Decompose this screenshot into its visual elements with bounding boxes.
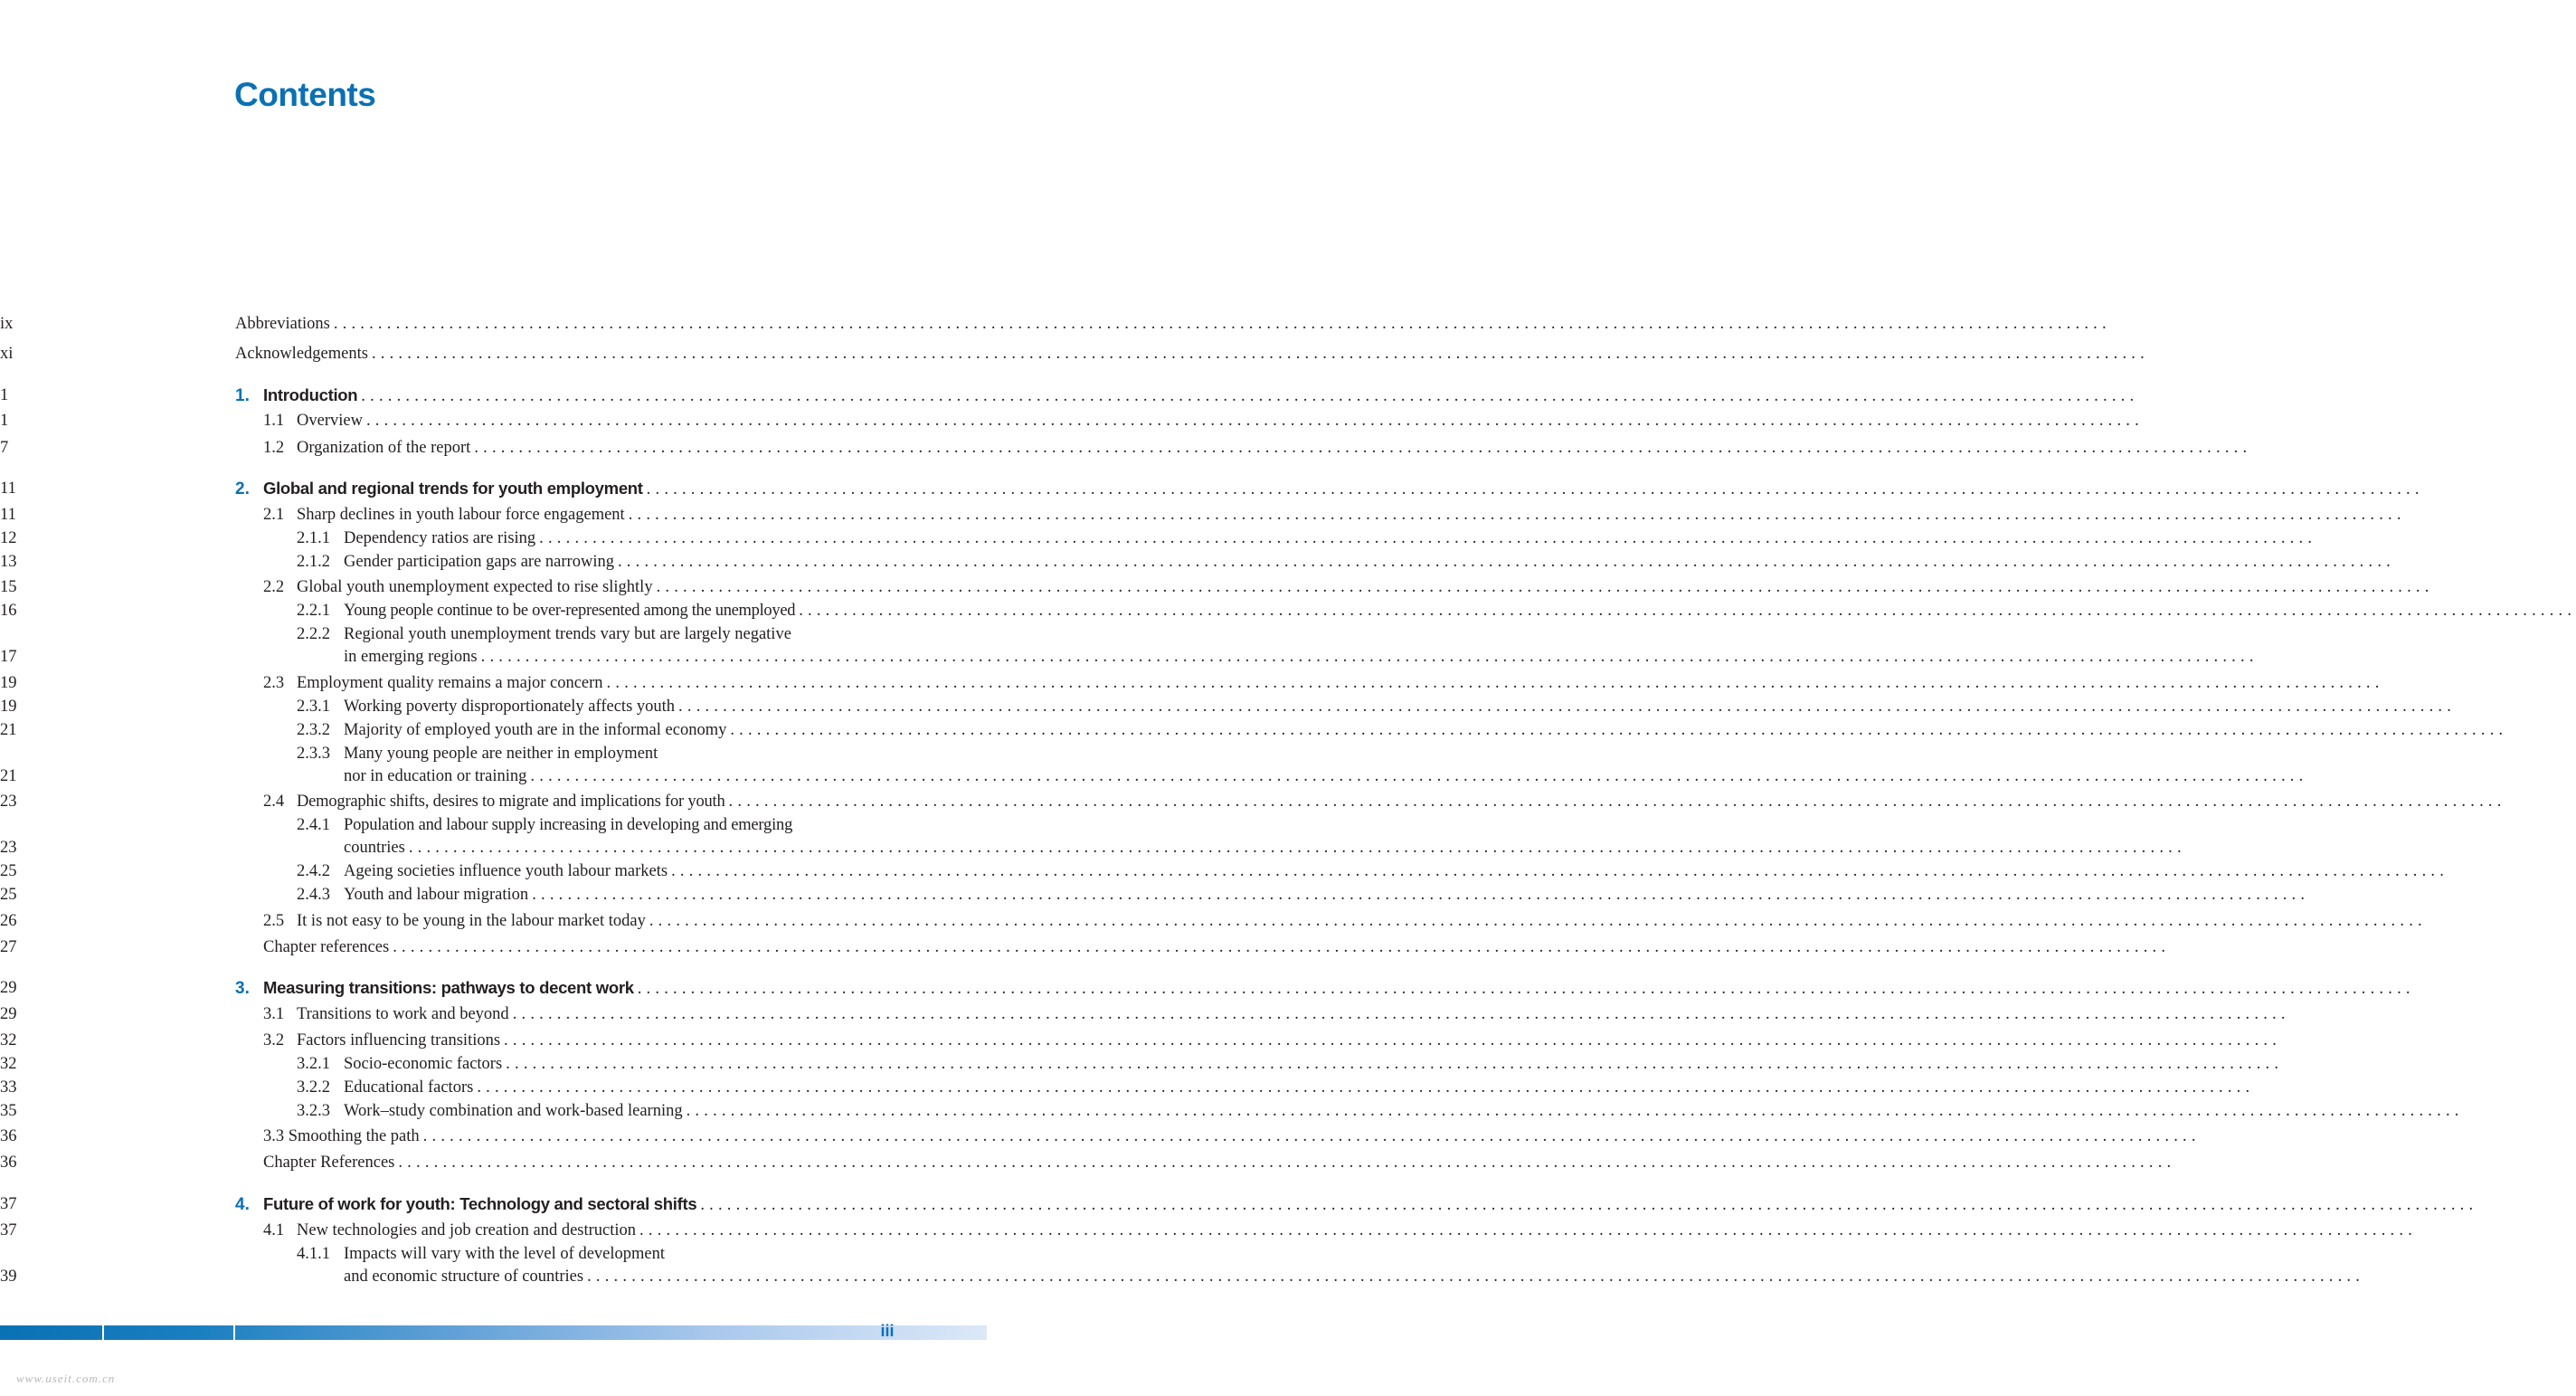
toc-entry-title: Chapter references [263, 938, 390, 956]
toc-entry-title: Transitions to work and beyond [297, 1005, 509, 1023]
leader-dots: ........................................................................................................................................................................................................ [606, 674, 2384, 692]
leader-dots: ........................................................................................................................................................................................................ [371, 345, 2149, 363]
toc-page-number: 16 [0, 602, 17, 620]
toc-page-number: 29 [0, 979, 17, 997]
footer-gradient-bar [0, 1325, 987, 1340]
toc-entry-title: Overview [297, 412, 363, 430]
toc-entry-title: Educational factors [344, 1078, 474, 1097]
toc-page-number: 27 [0, 938, 17, 956]
leader-dots: ........................................................................................................................................................................................................ [361, 387, 2139, 405]
section-number: 2.2.2 [297, 625, 330, 643]
leader-dots: ........................................................................................................................................................................................................ [686, 1102, 2464, 1120]
footer-bar-divider [102, 1325, 104, 1340]
toc-page-number: 13 [0, 553, 17, 571]
toc-entry-title: Gender participation gaps are narrowing [344, 553, 614, 571]
toc-row[interactable] [297, 742, 852, 765]
section-number: 2.4.2 [297, 862, 330, 880]
leader-dots: ........................................................................................................................................................................................................ [617, 553, 2395, 571]
toc-entry-title: Chapter References [263, 1154, 395, 1172]
toc-entry-title: New technologies and job creation and destruction [297, 1221, 637, 1239]
page-title: Contents [234, 76, 376, 113]
toc-page-number: 36 [0, 1127, 17, 1145]
toc-page-number: 33 [0, 1078, 17, 1097]
toc-entry-title: Acknowledgements [235, 345, 368, 363]
toc-entry-title: Sharp declines in youth labour force engagement [297, 506, 625, 524]
toc-page-number: 25 [0, 862, 17, 880]
section-number: 2.3 [263, 674, 285, 692]
toc-page-number: xi [0, 345, 14, 363]
toc-page-number: 32 [0, 1031, 17, 1049]
section-number: 2.2.1 [297, 602, 330, 620]
leader-dots: ........................................................................................................................................................................................................ [728, 793, 2506, 811]
toc-entry-title: Dependency ratios are rising [344, 529, 536, 547]
toc-page-number: 17 [0, 648, 17, 666]
leader-dots: ........................................................................................................................................................................................................ [530, 767, 2308, 785]
section-number: 2.4.3 [297, 886, 330, 904]
section-number: 4.1.1 [297, 1245, 330, 1263]
chapter-number: 3. [235, 979, 250, 998]
toc-row[interactable] [297, 622, 852, 646]
toc-entry-title: Global and regional trends for youth employment [263, 479, 643, 498]
section-number: 3.2 [263, 1031, 285, 1049]
toc-page-number: 36 [0, 1154, 17, 1172]
leader-dots: ........................................................................................................................................................................................................ [393, 938, 2171, 956]
toc-page-number: 1 [0, 386, 9, 404]
toc-entry-title: Many young people are neither in employment [344, 745, 658, 763]
toc-entry-title: It is not easy to be young in the labour market today [297, 912, 646, 930]
section-number: 3.2.2 [297, 1078, 330, 1097]
leader-dots: ........................................................................................................................................................................................................ [730, 721, 2508, 739]
section-number: 3.1 [263, 1005, 285, 1023]
toc-entry-title: countries [344, 839, 405, 857]
section-number: 3.2.3 [297, 1102, 330, 1120]
leader-dots: ........................................................................................................................................................................................................ [649, 912, 2427, 930]
chapter-number: 2. [235, 480, 250, 499]
toc-entry-title: nor in education or training [344, 767, 527, 785]
watermark: www.useit.com.cn [16, 1372, 116, 1385]
toc-entry-title: Socio-economic factors [344, 1055, 503, 1073]
toc-page-number: 23 [0, 793, 17, 811]
toc-page-number: 32 [0, 1055, 17, 1073]
section-number: 2.1 [263, 506, 285, 524]
toc-entry-title: Future of work for youth: Technology and sectoral shifts [263, 1194, 697, 1213]
leader-dots: ........................................................................................................................................................................................................ [799, 602, 2576, 620]
section-number: 2.2 [263, 578, 285, 596]
section-number: 2.1.1 [297, 529, 330, 547]
toc-entry-title: Majority of employed youth are in the informal economy [344, 721, 727, 739]
toc-page-number: 37 [0, 1195, 17, 1213]
toc-page-number: 26 [0, 912, 17, 930]
footer-bar-divider [233, 1325, 235, 1340]
toc-entry-title: Factors influencing transitions [297, 1031, 501, 1049]
leader-dots: ........................................................................................................................................................................................................ [700, 1196, 2478, 1214]
leader-dots: ........................................................................................................................................................................................................ [477, 1078, 2255, 1097]
toc-entry-title: Demographic shifts, desires to migrate and implications for youth [297, 793, 725, 811]
section-number: 2.5 [263, 912, 285, 930]
toc-entry-title: Abbreviations [235, 315, 330, 333]
leader-dots: ........................................................................................................................................................................................................ [628, 506, 2406, 524]
toc-page-number: 23 [0, 839, 17, 857]
leader-dots: ........................................................................................................................................................................................................ [504, 1031, 2282, 1049]
toc-entry-title: Impacts will vary with the level of development [344, 1245, 665, 1263]
leader-dots: ........................................................................................................................................................................................................ [408, 839, 2186, 857]
leader-dots: ........................................................................................................................................................................................................ [398, 1154, 2176, 1172]
leader-dots: ........................................................................................................................................................................................................ [474, 439, 2252, 457]
section-number: 2.4 [263, 793, 285, 811]
section-number: 2.3.1 [297, 698, 330, 716]
toc-page-number: 15 [0, 578, 17, 596]
toc-entry-title: Introduction [263, 385, 358, 404]
toc-page-number: 12 [0, 529, 17, 547]
toc-entry-title: in emerging regions [344, 648, 478, 666]
leader-dots: ........................................................................................................................................................................................................ [539, 529, 2317, 547]
toc-page-number: 25 [0, 886, 17, 904]
leader-dots: ........................................................................................................................................................................................................ [639, 1221, 2418, 1239]
toc-entry-title: Global youth unemployment expected to rise slightly [297, 578, 653, 596]
toc-entry-title: Organization of the report [297, 439, 471, 457]
section-number: 2.3.3 [297, 745, 330, 763]
toc-entry-title: Work–study combination and work-based learning [344, 1102, 683, 1120]
leader-dots: ........................................................................................................................................................................................................ [678, 698, 2457, 716]
section-number: 1.2 [263, 439, 285, 457]
toc-entry-title: Population and labour supply increasing in developing and emerging [344, 816, 793, 834]
toc-page-number: 21 [0, 721, 17, 739]
toc-entry-title: Young people continue to be over-represented among the unemployed [344, 602, 796, 620]
leader-dots: ........................................................................................................................................................................................................ [671, 862, 2449, 880]
leader-dots: ........................................................................................................................................................................................................ [637, 980, 2415, 998]
section-number: 1.1 [263, 412, 285, 430]
toc-page-number: 7 [0, 439, 9, 457]
toc-page-number: 11 [0, 506, 16, 524]
toc-page-number: 35 [0, 1102, 17, 1120]
page-number: iii [880, 1322, 895, 1340]
leader-dots: ........................................................................................................................................................................................................ [365, 412, 2144, 430]
leader-dots: ........................................................................................................................................................................................................ [656, 578, 2434, 596]
toc-page-number: 1 [0, 412, 9, 430]
leader-dots: ........................................................................................................................................................................................................ [532, 886, 2310, 904]
section-number: 3.2.1 [297, 1055, 330, 1073]
toc-page-number: 39 [0, 1268, 17, 1286]
toc-page-number: 37 [0, 1221, 17, 1239]
toc-page-number: 29 [0, 1005, 17, 1023]
leader-dots: ........................................................................................................................................................................................................ [512, 1005, 2290, 1023]
toc-entry-title: Ageing societies influence youth labour markets [344, 862, 668, 880]
section-number: 4.1 [263, 1221, 285, 1239]
toc-entry-title: Measuring transitions: pathways to decent work [263, 978, 634, 997]
toc-entry-title: and economic structure of countries [344, 1268, 584, 1286]
toc-page-number: 21 [0, 767, 17, 785]
toc-entry-title: 3.3 Smoothing the path [263, 1127, 420, 1145]
section-number: 2.1.2 [297, 553, 330, 571]
leader-dots: ........................................................................................................................................................................................................ [422, 1127, 2201, 1145]
leader-dots: ........................................................................................................................................................................................................ [646, 480, 2424, 499]
section-number: 2.4.1 [297, 816, 330, 834]
chapter-number: 4. [235, 1195, 250, 1214]
toc-entry-title: Working poverty disproportionately affects youth [344, 698, 676, 716]
toc-page-number: ix [0, 315, 14, 333]
toc-entry-title: Regional youth unemployment trends vary but are largely negative [344, 625, 791, 643]
leader-dots: ........................................................................................................................................................................................................ [587, 1268, 2365, 1286]
leader-dots: ........................................................................................................................................................................................................ [333, 315, 2111, 333]
section-number: 2.3.2 [297, 721, 330, 739]
toc-page-number: 19 [0, 698, 17, 716]
toc-page-number: 19 [0, 674, 17, 692]
leader-dots: ........................................................................................................................................................................................................ [480, 648, 2259, 666]
leader-dots: ........................................................................................................................................................................................................ [506, 1055, 2284, 1073]
toc-entry-title: Employment quality remains a major concern [297, 674, 603, 692]
toc-entry-title: Youth and labour migration [344, 886, 529, 904]
chapter-number: 1. [235, 386, 250, 405]
toc-page-number: 11 [0, 480, 16, 498]
toc-row[interactable] [297, 813, 852, 837]
toc-row[interactable] [297, 1242, 852, 1266]
